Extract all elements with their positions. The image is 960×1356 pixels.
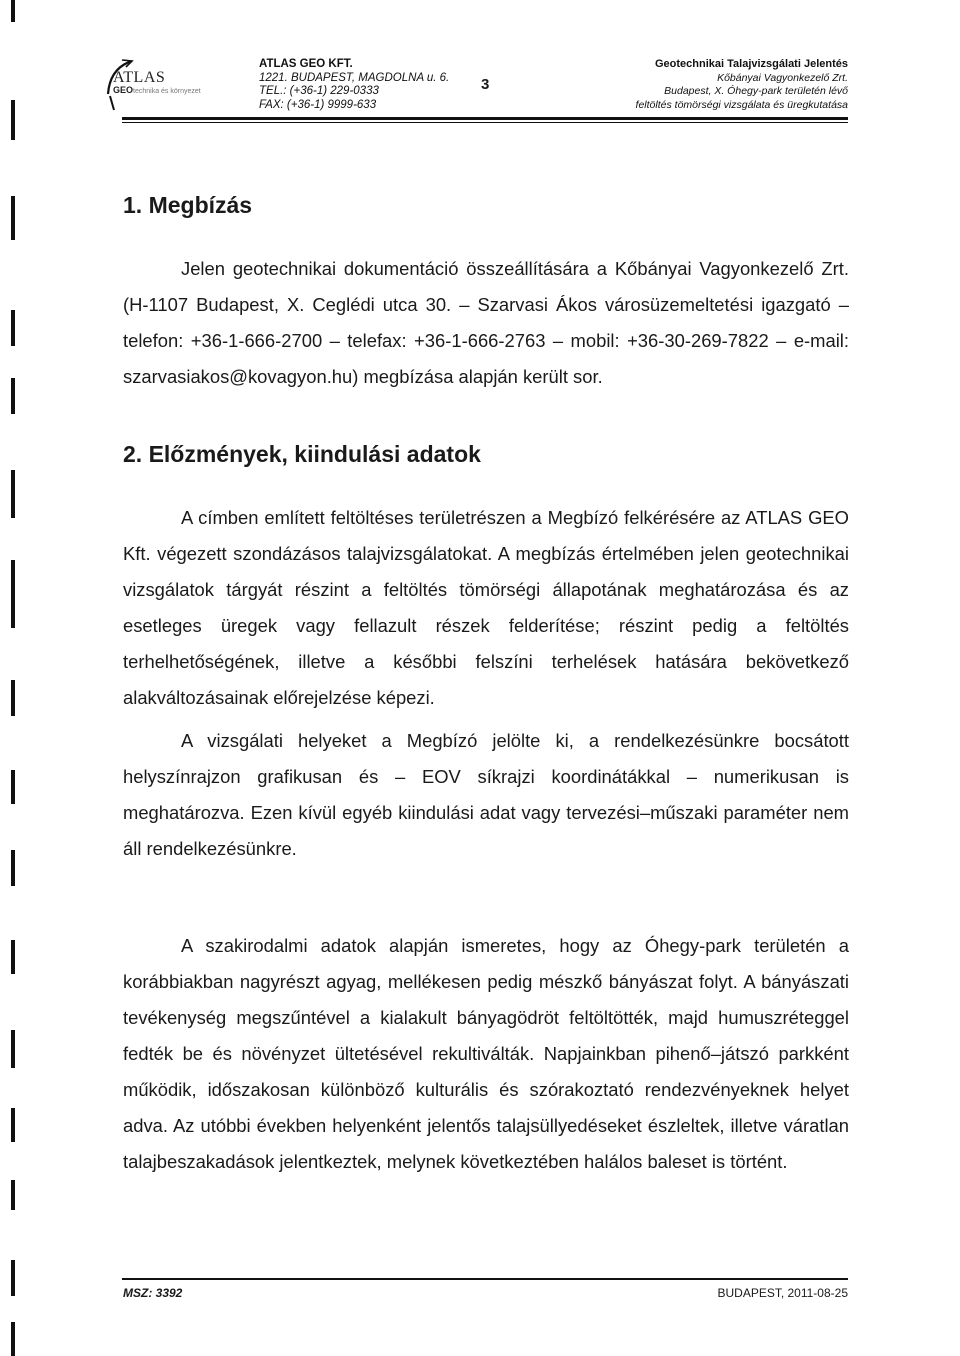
- company-name: ATLAS GEO KFT.: [259, 58, 353, 70]
- report-block: [568, 58, 848, 112]
- logo-wordmark: ATLAS: [113, 69, 166, 86]
- header-rule-thin: [122, 122, 848, 123]
- company-block: [259, 58, 449, 112]
- logo-subtitle: GEOtechnika és környezet: [113, 85, 201, 95]
- section-1-title: 1. Megbízás: [123, 192, 253, 218]
- company-fax: FAX: (+36-1) 9999-633: [259, 98, 377, 111]
- section-2-paragraph-3: A szakirodalmi adatok alapján ismeretes, hogy az Óhegy-park területén a korábbiakban nagyrészt agyag, mellékesen pedig mészkő bányászat folyt. A bányászati tevékenység megszűntével a kialakult bányagödröt feltöltötték, majd humuszréteggel fedték be és növényzet ültetésével rekultiválták. Napjainkban pihenő–játszó parkként működik, időszakosan különböző kulturális és szórakoztató rendezvényeknek helyet adva. Az utóbbi években helyenként jelentős talajsüllyedéseket észleltek, illetve váratlan talajbeszakadások jelentkeztek, melynek következtében halálos baleset is történt.: [123, 935, 849, 1172]
- report-title: Geotechnikai Talajvizsgálati Jelentés: [655, 58, 848, 70]
- company-tel: TEL.: (+36-1) 229-0333: [259, 85, 379, 97]
- header-rule: [122, 117, 848, 120]
- footer-rule: [122, 1278, 848, 1280]
- report-line-3: feltöltés tömörségi vizsgálata és üregkutatása: [635, 98, 848, 111]
- atlas-logo: [102, 58, 252, 118]
- section-2-paragraph-1: A címben említett feltöltéses területrészen a Megbízó felkérésére az ATLAS GEO Kft. végezett szondázásos talajvizsgálatokat. A megbízás értelmében jelen geotechnikai vizsgálatok tárgyát részint a feltöltés tömörségi állapotának meghatározása és az esetleges üregek vagy fellazult részek felderítése; részint pedig a feltöltés terhelhetőségének, illetve a későbbi felszíni terhelések hatására bekövetkező alakváltozásainak előrejelzése képezi.: [123, 507, 849, 708]
- section-1-paragraph: Jelen geotechnikai dokumentáció összeállítására a Kőbányai Vagyonkezelő Zrt. (H-1107 Budapest, X. Ceglédi utca 30. – Szarvasi Ákos városüzemeltetési igazgató – telefon: +36-1-666-2700 – telefax: +36-1-666-2763 – mobil: +36-30-269-7822 – e-mail: szarvasiakos@kovagyon.hu) megbízása alapján került sor.: [123, 258, 849, 387]
- report-line-1: Kőbányai Vagyonkezelő Zrt.: [717, 71, 848, 84]
- section-2-title: 2. Előzmények, kiindulási adatok: [123, 441, 481, 467]
- page-number: 3: [481, 76, 490, 93]
- report-line-2: Budapest, X. Óhegy-park területén lévő: [664, 85, 848, 97]
- scan-edge-marks: [0, 0, 24, 1356]
- footer-standard: MSZ: 3392: [123, 1286, 183, 1300]
- section-2-paragraph-2: A vizsgálati helyeket a Megbízó jelölte ki, a rendelkezésünkre bocsátott helyszínrajzon grafikusan és – EOV síkrajzi koordinátákkal – numerikusan is meghatározva. Ezen kívül egyéb kiindulási adat vagy tervezési–műszaki paraméter nem áll rendelkezésünkre.: [123, 730, 849, 859]
- footer-place-date: BUDAPEST, 2011-08-25: [717, 1286, 848, 1300]
- company-address: 1221. BUDAPEST, MAGDOLNA u. 6.: [259, 71, 450, 84]
